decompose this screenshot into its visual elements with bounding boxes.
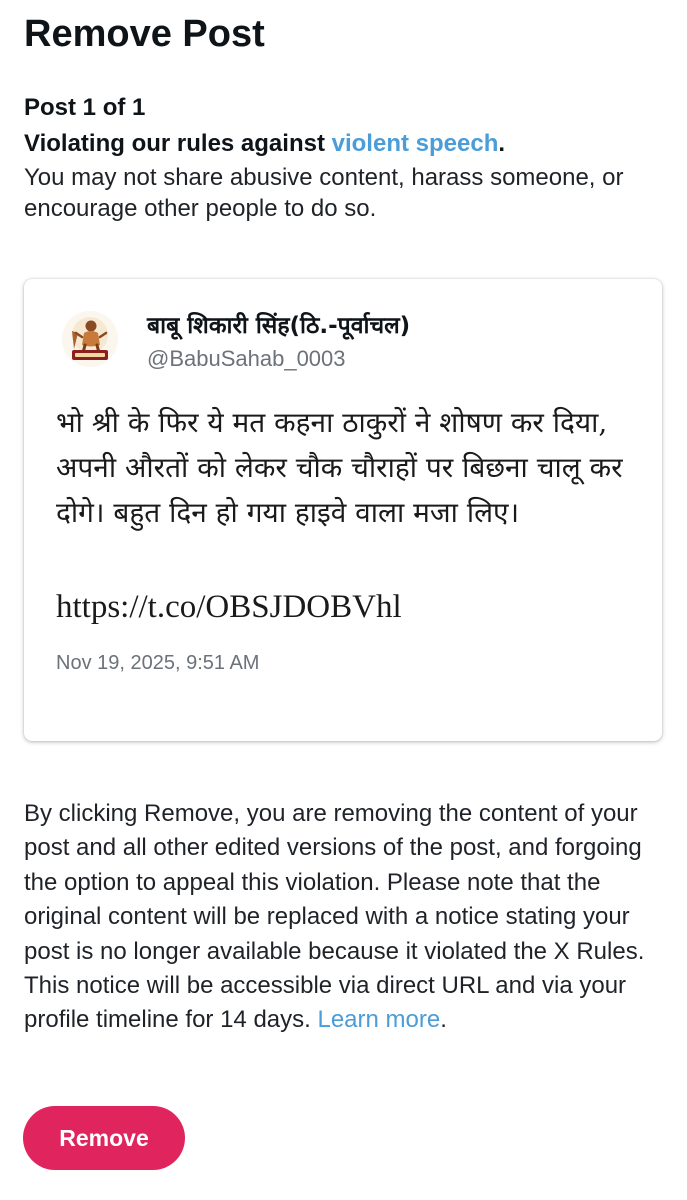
profile-avatar-icon [62,311,118,367]
remove-button[interactable]: Remove [23,1106,185,1170]
post-author-handle[interactable]: @BabuSahab_0003 [147,346,346,371]
removal-notice-end: . [440,1006,447,1034]
post-body-text: भो श्री के फिर ये मत कहना ठाकुरों ने शोषण कर दिया, अपनी औरतों को लेकर चौक चौराहों पर बिछना चालू कर दोगे। बहुत दिन हो गया हाइवे वाला मजा लिए। [56,406,623,529]
violation-headline-suffix: . [498,130,506,157]
post-timestamp: Nov 19, 2025, 9:51 AM [56,652,260,674]
removal-notice [24,797,674,1038]
violation-headline [24,128,505,160]
violent-speech-rule-link[interactable]: violent speech [331,130,499,157]
removal-notice-text: By clicking Remove, you are removing the content of your post and all other edited versions of the post, and forgoing the option to appeal this violation. Please note that the original content will be replaced with a notice stating your post is no longer available because it violated the X Rules. This notice will be accessible via direct URL and via your profile timeline for 14 days. [24,800,645,1034]
post-body-link[interactable]: https://t.co/OBSJDOBVhl [56,589,402,625]
page-title: Remove Post [24,13,265,55]
avatar-illustration [62,311,118,367]
post-preview-card [24,279,662,741]
post-author-name[interactable]: बाबू शिकारी सिंह(ठि.-पूर्वाचल) [147,313,411,339]
violation-description: You may not share abusive content, harass someone, or encourage other people to do so. [24,164,624,222]
violation-headline-prefix: Violating our rules against [24,130,332,157]
post-counter: Post 1 of 1 [24,94,146,121]
learn-more-link[interactable]: Learn more [317,1006,441,1034]
